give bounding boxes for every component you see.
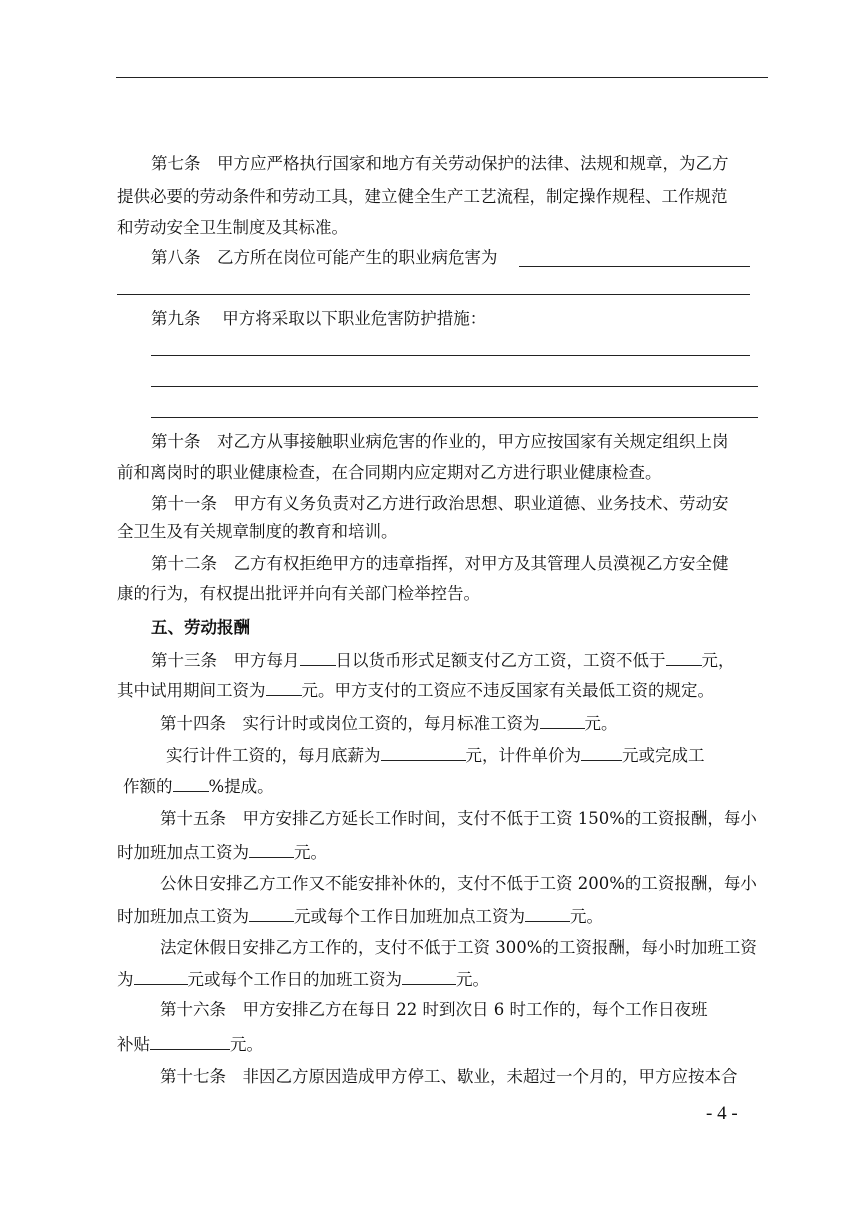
article-13-line-1: 第十三条 甲方每月 日以货币形式足额支付乙方工资，工资不低于 元， [151, 651, 735, 670]
article-14-line-2: 实行计件工资的，每月底薪为 元，计件单价为 元或完成工 [166, 746, 705, 765]
article-7-line-3: 和劳动安全卫生制度及其标准。 [117, 218, 348, 237]
article-7-line-1: 第七条 甲方应严格执行国家和地方有关劳动保护的法律、法规和规章，为乙方 [151, 154, 729, 173]
blank-protection-measure-2 [151, 386, 758, 387]
page-number: - 4 - [706, 1103, 738, 1124]
article-11-line-1: 第十一条 甲方有义务负责对乙方进行政治思想、职业道德、业务技术、劳动安 [151, 494, 729, 513]
article-15-line-6: 为 元或每个工作日的加班工资为 元。 [117, 970, 489, 989]
article-11-line-2: 全卫生及有关规章制度的教育和培训。 [117, 522, 398, 541]
blank-probation-wage [266, 680, 302, 696]
article-15-line-2: 时加班加点工资为 元。 [117, 843, 327, 862]
article-8-line-1: 第八条 乙方所在岗位可能产生的职业病危害为 [151, 248, 498, 267]
blank-commission [173, 776, 209, 792]
article-16-line-1: 第十六条 甲方安排乙方在每日 22 时到次日 6 时工作的，每个工作日夜班 [160, 1000, 708, 1019]
article-16-line-2: 补贴 元。 [117, 1035, 263, 1054]
article-15-line-1: 第十五条 甲方安排乙方延长工作时间，支付不低于工资 150%的工资报酬，每小 [160, 809, 757, 828]
blank-holiday-hourly [134, 969, 188, 985]
blank-rest-day-daily [525, 906, 570, 922]
blank-piece-rate [581, 745, 622, 761]
article-14-line-1: 第十四条 实行计时或岗位工资的，每月标准工资为 元。 [160, 714, 618, 733]
article-10-line-1: 第十条 对乙方从事接触职业病危害的作业的，甲方应按国家有关规定组织上岗 [151, 432, 729, 451]
article-12-line-1: 第十二条 乙方有权拒绝甲方的违章指挥，对甲方及其管理人员漠视乙方安全健 [151, 554, 729, 573]
blank-standard-wage [540, 713, 585, 729]
article-12-line-2: 康的行为，有权提出批评并向有关部门检举控告。 [117, 584, 480, 603]
article-15-line-3: 公休日安排乙方工作又不能安排补休的，支付不低于工资 200%的工资报酬，每小 [160, 874, 757, 893]
article-7-line-2: 提供必要的劳动条件和劳动工具，建立健全生产工艺流程，制定操作规程、工作规范 [117, 187, 728, 206]
article-17-line-1: 第十七条 非因乙方原因造成甲方停工、歇业，未超过一个月的，甲方应按本合 [160, 1067, 738, 1086]
article-15-line-5: 法定休假日安排乙方工作的，支付不低于工资 300%的工资报酬，每小时加班工资 [160, 938, 757, 957]
blank-base-pay [381, 745, 466, 761]
article-15-line-4: 时加班加点工资为 元或每个工作日加班加点工资为 元。 [117, 907, 603, 926]
blank-night-allowance [150, 1034, 230, 1050]
blank-min-wage [666, 650, 702, 666]
blank-pay-day [300, 650, 336, 666]
section-heading: 五、劳动报酬 [151, 618, 250, 637]
article-10-line-2: 前和离岗时的职业健康检查，在合同期内应定期对乙方进行职业健康检查。 [117, 463, 662, 482]
blank-occupational-hazard [519, 266, 750, 267]
blank-protection-measure-1 [151, 355, 750, 356]
blank-rest-day-hourly [249, 906, 294, 922]
blank-protection-measure-3 [151, 417, 758, 418]
header-rule [116, 77, 768, 78]
article-14-line-3: 作额的 %提成。 [123, 777, 274, 796]
blank-overtime-hourly [249, 842, 294, 858]
blank-holiday-daily [402, 969, 456, 985]
article-13-line-2: 其中试用期间工资为 元。甲方支付的工资应不违反国家有关最低工资的规定。 [117, 681, 714, 700]
article-9-line-1: 第九条 甲方将采取以下职业危害防护措施： [151, 309, 487, 328]
blank-occupational-hazard-cont [117, 294, 750, 295]
